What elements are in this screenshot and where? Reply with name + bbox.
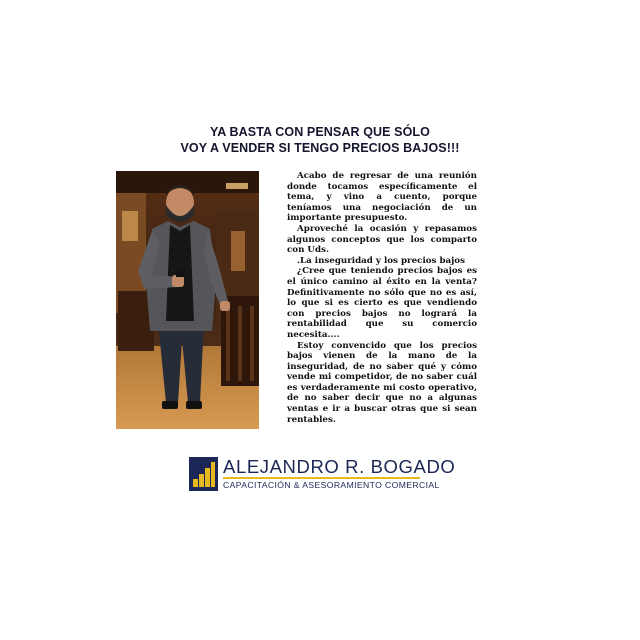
- brand-name: ALEJANDRO R. BOGADO: [223, 456, 456, 477]
- article-subheading: .La inseguridad y los precios bajos: [297, 255, 465, 266]
- article-body: [287, 171, 477, 425]
- author-photo: [116, 171, 259, 429]
- brand-logo: [189, 456, 456, 493]
- headline-line-2: VOY A VENDER SI TENGO PRECIOS BAJOS!!!: [180, 141, 460, 155]
- headline-line-1: YA BASTA CON PENSAR QUE SÓLO: [210, 125, 430, 139]
- bar-chart-icon: [189, 457, 218, 491]
- article-paragraph-3: ¿Cree que teniendo precios bajos es el único camino al éxito en la venta? Definitivamente no sólo que no es así, lo que si es cierto es que vendiendo con precios bajos no logrará la rentabilidad que su comercio necesita....: [287, 266, 477, 340]
- article-paragraph-2: Aproveché la ocasión y repasamos algunos conceptos que los comparto con Uds.: [287, 223, 477, 256]
- headline: [0, 124, 640, 156]
- brand-tagline: CAPACITACIÓN & ASESORAMIENTO COMERCIAL: [223, 480, 440, 490]
- article-paragraph-1: Acabo de regresar de una reunión donde tocamos específicamente el tema, y vino a cuento, porque teníamos una negociación de un importante presupuesto.: [287, 171, 477, 224]
- article-paragraph-4: Estoy convencido que los precios bajos vienen de la mano de la inseguridad, de no saber qué y cómo vende mi competidor, de no saber cuál es verdaderamente mi costo operativo, de no saber decir que no a algunas ventas e ir a buscar otras que si sean rentables.: [287, 340, 477, 425]
- brand-divider: [223, 477, 420, 479]
